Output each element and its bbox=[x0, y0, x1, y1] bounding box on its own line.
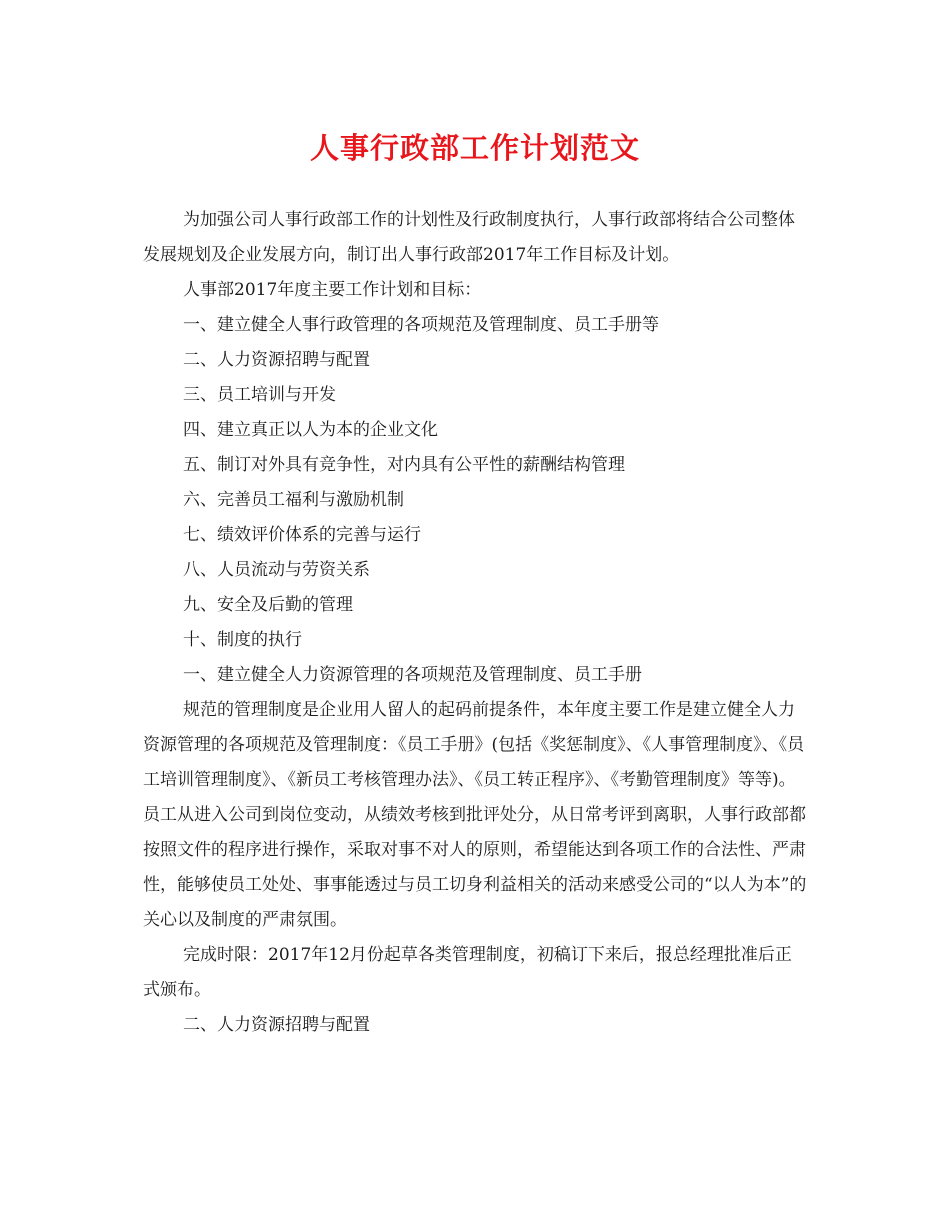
section-paragraph: 规范的管理制度是企业用人留人的起码前提条件，本年度主要工作是建立健全人力资源管理的各项规范及管理制度：《员工手册》(包括《奖惩制度》、《人事管理制度》、《员工培训管理制度》、《新员工考核管理办法》、《员工转正程序》、《考勤管理制度》等等)。员工从进入公司到岗位变动，从绩效考核到批评处分，从日常考评到离职，人事行政部都按照文件的程序进行操作，采取对事不对人的原则，希望能达到各项工作的合法性、严肃性，能够使员工处处、事事能透过与员工切身利益相关的活动来感受公司的“以人为本”的关心以及制度的严肃氛围。 bbox=[143, 700, 807, 930]
plan-item: 四、建立真正以人为本的企业文化 bbox=[183, 420, 438, 440]
plan-item: 八、人员流动与劳资关系 bbox=[183, 560, 370, 580]
plan-item: 七、绩效评价体系的完善与运行 bbox=[183, 525, 421, 545]
plan-heading: 人事部2017年度主要工作计划和目标： bbox=[183, 280, 482, 300]
plan-item: 三、员工培训与开发 bbox=[183, 385, 336, 405]
plan-item: 一、建立健全人事行政管理的各项规范及管理制度、员工手册等 bbox=[183, 315, 659, 335]
plan-item: 五、制订对外具有竞争性，对内具有公平性的薪酬结构管理 bbox=[183, 455, 625, 475]
plan-item: 十、制度的执行 bbox=[183, 630, 302, 650]
section-heading: 二、人力资源招聘与配置 bbox=[183, 1015, 370, 1035]
plan-item: 九、安全及后勤的管理 bbox=[183, 595, 353, 615]
plan-item: 六、完善员工福利与激励机制 bbox=[183, 490, 404, 510]
document-title: 人事行政部工作计划范文 bbox=[309, 131, 640, 165]
document-body bbox=[143, 203, 808, 1043]
section-heading: 一、建立健全人力资源管理的各项规范及管理制度、员工手册 bbox=[183, 665, 642, 685]
plan-item: 二、人力资源招聘与配置 bbox=[183, 350, 370, 370]
intro-paragraph: 为加强公司人事行政部工作的计划性及行政制度执行，人事行政部将结合公司整体发展规划及企业发展方向，制订出人事行政部2017年工作目标及计划。 bbox=[143, 210, 795, 265]
deadline-paragraph: 完成时限：2017年12月份起草各类管理制度，初稿订下来后，报总经理批准后正式颁布。 bbox=[143, 945, 792, 1000]
